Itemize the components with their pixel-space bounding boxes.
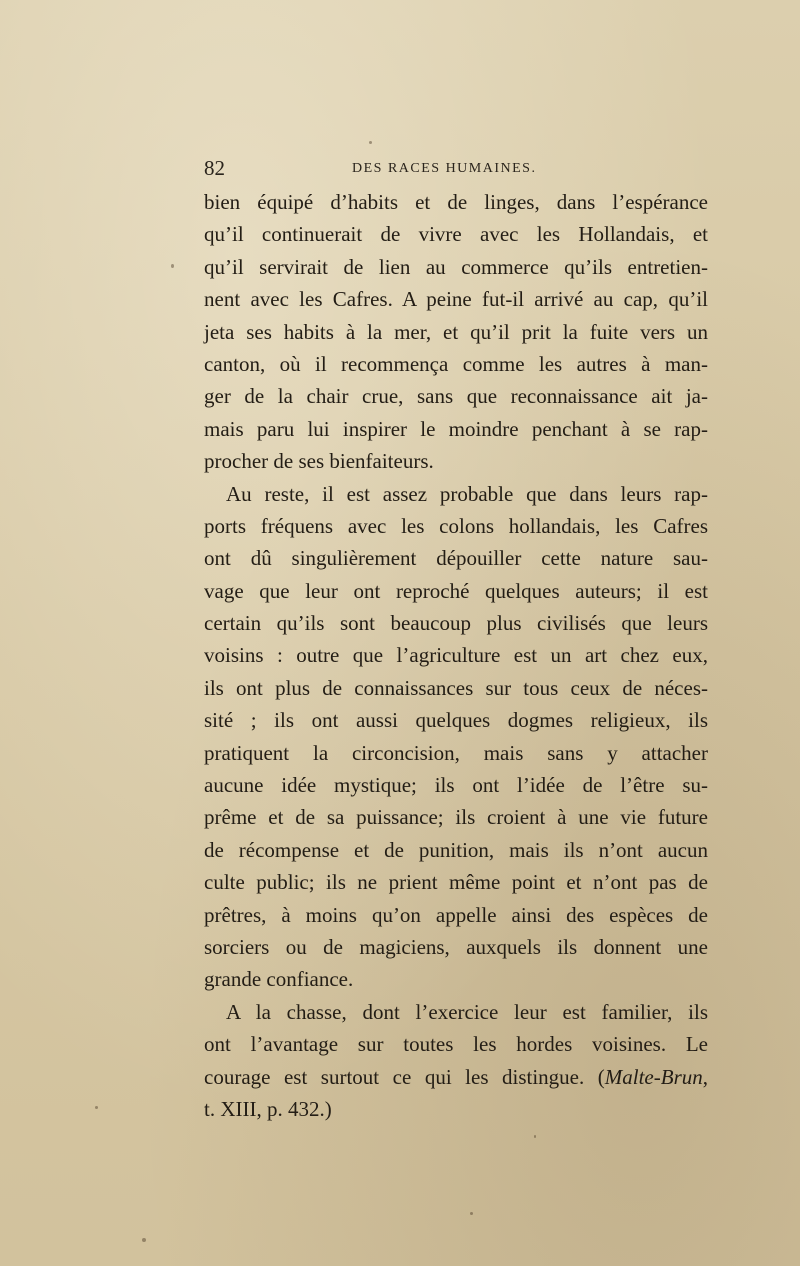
- paper-speck: [95, 1106, 98, 1109]
- text-line: ont dû singulièrement dépouiller cette nature sau-: [204, 546, 708, 571]
- text-line: sorciers ou de magiciens, auxquels ils donnent une: [204, 934, 708, 959]
- text-line: bien équipé d’habits et de linges, dans l’espérance: [204, 190, 708, 214]
- text-line: voisins : outre que l’agriculture est un art chez eux,: [204, 643, 708, 668]
- paper-speck: [171, 264, 174, 268]
- text-line: prême et de sa puissance; ils croient à une vie future: [204, 805, 708, 830]
- text-line: Au reste, il est assez probable que dans leurs rap-: [226, 481, 708, 506]
- text-line: ont l’avantage sur toutes les hordes voisines. Le: [204, 1032, 708, 1057]
- text-line: nent avec les Cafres. A peine fut-il arrivé au cap, qu’il: [204, 287, 708, 312]
- text-line: prêtres, à moins qu’on appelle ainsi des espèces de: [204, 902, 708, 927]
- text-line: ger de la chair crue, sans que reconnaissance ait ja-: [204, 384, 708, 409]
- text-line: canton, où il recommença comme les autres à man-: [204, 351, 708, 376]
- citation-line: [204, 1061, 708, 1093]
- text-line: de récompense et de punition, mais ils n’ont aucun: [204, 837, 708, 862]
- text-line: vage que leur ont reproché quelques auteurs; il est: [204, 578, 708, 603]
- paper-speck: [534, 1135, 536, 1138]
- paragraph: [204, 478, 708, 996]
- citation-reference: t. XIII, p. 432.): [204, 1096, 332, 1121]
- text-line: qu’il servirait de lien au commerce qu’ils entretien-: [204, 254, 708, 279]
- paragraph: [204, 186, 708, 478]
- paper-speck: [470, 1212, 473, 1215]
- text-line: pratiquent la circoncision, mais sans y attacher: [204, 740, 708, 765]
- text-line: ports fréquens avec les colons hollandais, les Cafres: [204, 513, 708, 538]
- text-segment: courage est surtout ce qui les distingue. (: [204, 1064, 605, 1089]
- running-head: DES RACES HUMAINES.: [352, 161, 537, 176]
- page-header: [204, 156, 708, 186]
- body-text: [204, 186, 708, 1125]
- text-line: qu’il continuerait de vivre avec les Hollandais, et: [204, 222, 708, 247]
- text-segment: ,: [702, 1064, 708, 1089]
- paper-speck: [142, 1238, 146, 1242]
- text-line: A la chasse, dont l’exercice leur est familier, ils: [226, 999, 708, 1024]
- text-line: jeta ses habits à la mer, et qu’il prit la fuite vers un: [204, 319, 708, 344]
- text-line: aucune idée mystique; ils ont l’idée de l’être su-: [204, 773, 708, 798]
- paragraph: [204, 996, 708, 1126]
- citation-author: Malte-Brun: [604, 1064, 703, 1089]
- text-line: grande confiance.: [204, 967, 354, 992]
- text-line: culte public; ils ne prient même point et n’ont pas de: [204, 870, 708, 895]
- text-line: mais paru lui inspirer le moindre penchant à se rap-: [204, 416, 708, 441]
- text-line: ils ont plus de connaissances sur tous ceux de néces-: [204, 675, 708, 700]
- text-line: certain qu’ils sont beaucoup plus civilisés que leurs: [204, 611, 708, 636]
- page-number: 82: [204, 156, 225, 180]
- text-line: sité ; ils ont aussi quelques dogmes religieux, ils: [204, 708, 708, 733]
- text-line: procher de ses bienfaiteurs.: [204, 449, 434, 474]
- paper-speck: [369, 141, 372, 144]
